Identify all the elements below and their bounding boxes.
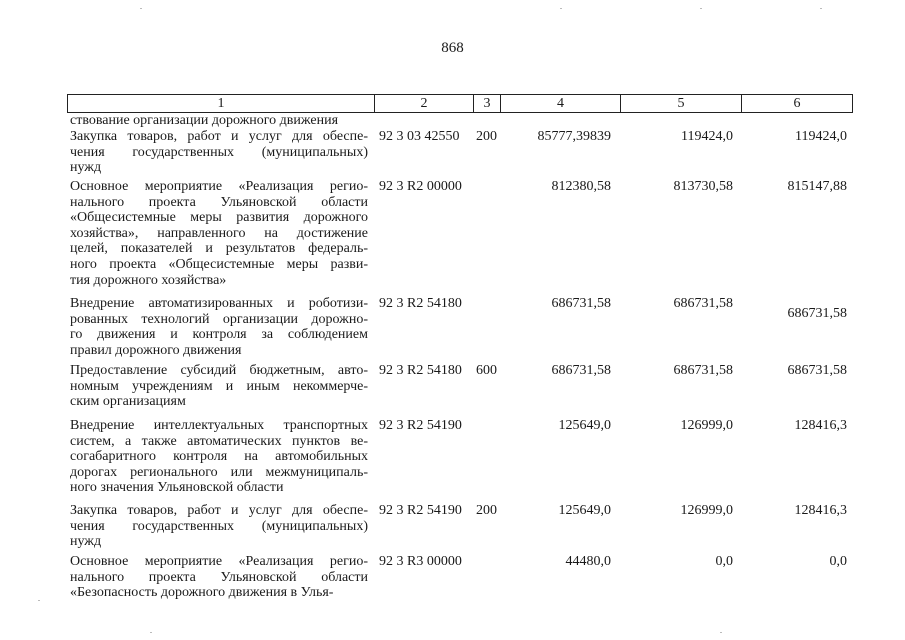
value-col-5: 813730,58 (673, 179, 733, 194)
expense-type: 200 (476, 503, 497, 518)
description-line: правил дорожного движения (70, 342, 242, 358)
header-col-2: 2 (374, 95, 473, 112)
description-line: нального проекта Ульяновской области (70, 194, 368, 210)
description-line: номным учреждениям и иным некоммерче- (70, 378, 368, 394)
row-description (70, 113, 368, 129)
value-col-5: 686731,58 (673, 363, 733, 378)
value-col-4: 44480,0 (565, 554, 611, 569)
value-col-6: 815147,88 (787, 179, 847, 194)
description-line: тия дорожного хозяйства» (70, 272, 227, 288)
row-description (70, 418, 368, 496)
value-col-5: 686731,58 (673, 296, 733, 311)
header-col-3: 3 (473, 95, 500, 112)
value-col-4: 812380,58 (551, 179, 611, 194)
description-line: хозяйства», направленного на достижение (70, 225, 368, 241)
description-line: систем, а также автоматических пунктов ве- (70, 433, 368, 449)
description-line: дорогах регионального или межмуниципаль- (70, 464, 368, 480)
target-code: 92 3 R2 54190 (379, 418, 462, 433)
description-line: нального проекта Ульяновской области (70, 569, 368, 585)
description-line: ствование организации дорожного движения (70, 113, 339, 128)
row-description (70, 129, 368, 176)
value-col-5: 126999,0 (680, 418, 733, 433)
value-col-6: 119424,0 (795, 129, 847, 144)
description-line: Закупка товаров, работ и услуг для обеспе- (70, 129, 368, 144)
value-col-6: 128416,3 (794, 503, 847, 518)
description-line: согабаритного контроля на автомобильных (70, 449, 368, 465)
value-col-6: 0,0 (829, 554, 847, 569)
header-col-1: 1 (217, 96, 225, 111)
description-line: «Безопасность дорожного движения в Улья- (70, 585, 334, 601)
description-line: го движения и контроля за соблюдением (70, 327, 368, 343)
description-line: чения государственных (муниципальных) (70, 144, 368, 160)
value-col-4: 686731,58 (551, 296, 611, 311)
row-description (70, 296, 368, 358)
expense-type: 600 (476, 363, 497, 378)
description-line: «Общесистемные меры развития дорожного (70, 210, 368, 226)
description-line: ским организациям (70, 394, 186, 410)
value-col-5: 0,0 (715, 554, 733, 569)
target-code: 92 3 03 42550 (379, 129, 460, 144)
description-line: Основное мероприятие «Реализация регио- (70, 554, 368, 569)
target-code: 92 3 R2 00000 (379, 179, 462, 194)
target-code: 92 3 R2 54190 (379, 503, 462, 518)
header-col-6: 6 (741, 95, 852, 112)
description-line: ного проекта «Общесистемные меры разви- (70, 256, 368, 272)
table-header (67, 94, 853, 113)
description-line: Основное мероприятие «Реализация регио- (70, 179, 368, 194)
value-col-6: 686731,58 (787, 306, 847, 321)
header-col-4: 4 (500, 95, 620, 112)
row-description (70, 363, 368, 410)
row-description (70, 503, 368, 550)
row-description (70, 179, 368, 288)
value-col-6: 686731,58 (787, 363, 847, 378)
value-col-5: 126999,0 (680, 503, 733, 518)
description-line: Внедрение интеллектуальных транспортных (70, 418, 368, 433)
description-line: нужд (70, 160, 102, 176)
description-line: чения государственных (муниципальных) (70, 518, 368, 534)
value-col-4: 125649,0 (558, 503, 611, 518)
value-col-5: 119424,0 (681, 129, 733, 144)
description-line: рованных технологий организации дорожно- (70, 311, 368, 327)
value-col-4: 686731,58 (551, 363, 611, 378)
description-line: целей, показателей и результатов федераль- (70, 241, 368, 257)
value-col-4: 85777,39839 (537, 129, 611, 144)
target-code: 92 3 R3 00000 (379, 554, 462, 569)
description-line: ного значения Ульяновской области (70, 480, 284, 496)
header-col-5: 5 (620, 95, 741, 112)
description-line: Предоставление субсидий бюджетным, авто- (70, 363, 368, 378)
value-col-6: 128416,3 (794, 418, 847, 433)
target-code: 92 3 R2 54180 (379, 363, 462, 378)
page-number: 868 (441, 40, 464, 56)
row-description (70, 554, 368, 601)
expense-type: 200 (476, 129, 497, 144)
description-line: нужд (70, 534, 102, 550)
target-code: 92 3 R2 54180 (379, 296, 462, 311)
description-line: Закупка товаров, работ и услуг для обеспе- (70, 503, 368, 518)
value-col-4: 125649,0 (558, 418, 611, 433)
description-line: Внедрение автоматизированных и роботизи- (70, 296, 368, 311)
